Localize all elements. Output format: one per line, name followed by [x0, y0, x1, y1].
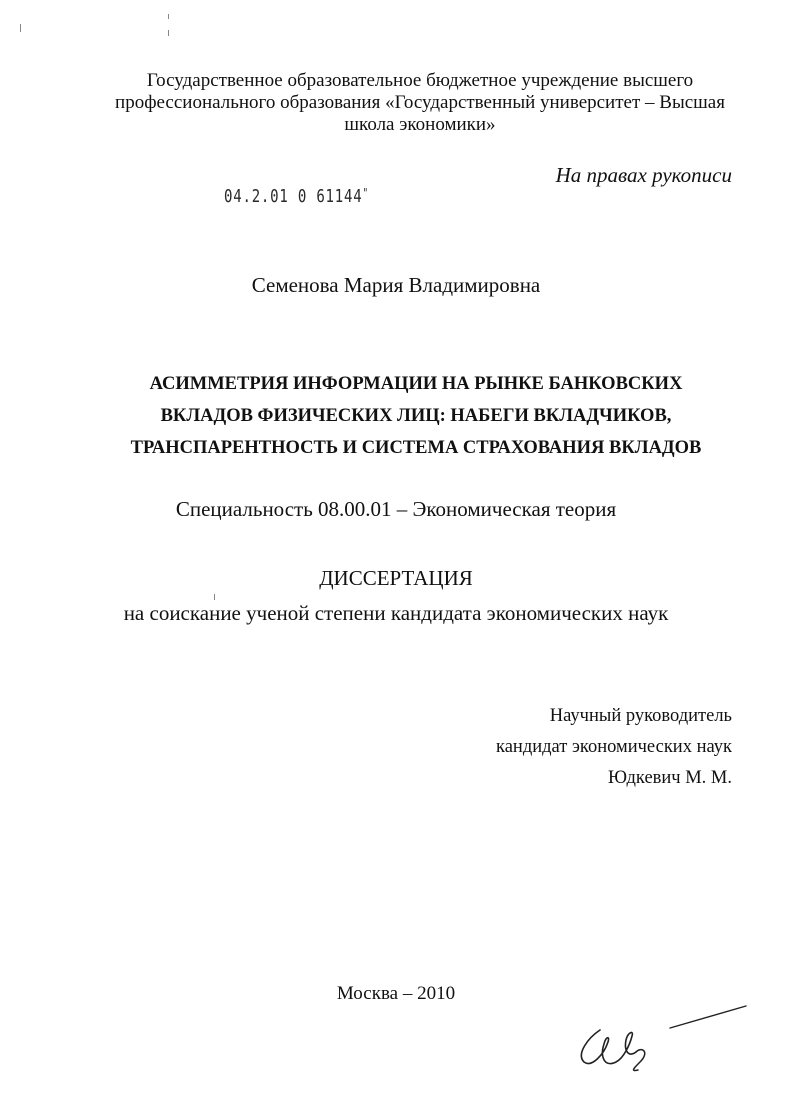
dissertation-title — [96, 368, 736, 464]
specialty: Специальность 08.00.01 – Экономическая теория — [175, 497, 617, 521]
signature-icon — [570, 1000, 750, 1080]
manuscript-note: На правах рукописи — [555, 163, 732, 187]
institution-line-2: профессионального образования «Государственный университет – Высшая — [115, 92, 725, 113]
scan-artifact — [168, 30, 169, 36]
title-line-2: ВКЛАДОВ ФИЗИЧЕСКИХ ЛИЦ: НАБЕГИ ВКЛАДЧИКОВ, — [160, 406, 672, 426]
work-type: ДИССЕРТАЦИЯ — [319, 566, 473, 590]
degree-sought: на соискание ученой степени кандидата экономических наук — [123, 601, 669, 625]
supervisor-block — [496, 701, 732, 794]
title-line-1: АСИММЕТРИЯ ИНФОРМАЦИИ НА РЫНКЕ БАНКОВСКИХ — [149, 374, 683, 394]
city-year: Москва – 2010 — [336, 983, 456, 1004]
scan-artifact — [20, 24, 21, 32]
registration-stamp — [224, 186, 369, 207]
supervisor-degree: кандидат экономических наук — [496, 737, 732, 757]
institution-name — [100, 70, 740, 136]
scan-artifact — [168, 14, 169, 19]
supervisor-role: Научный руководитель — [549, 706, 732, 726]
scan-artifact — [214, 594, 215, 600]
title-line-3: ТРАНСПАРЕНТНОСТЬ И СИСТЕМА СТРАХОВАНИЯ ВКЛАДОВ — [130, 438, 702, 458]
registration-code: 04.2.01 0 61144 — [224, 186, 363, 207]
author-name: Семенова Мария Владимировна — [251, 273, 541, 297]
institution-line-1: Государственное образовательное бюджетное учреждение высшего — [146, 70, 694, 91]
registration-mark: " — [362, 186, 369, 200]
institution-line-3: школа экономики» — [344, 114, 496, 135]
supervisor-name: Юдкевич М. М. — [607, 768, 732, 788]
